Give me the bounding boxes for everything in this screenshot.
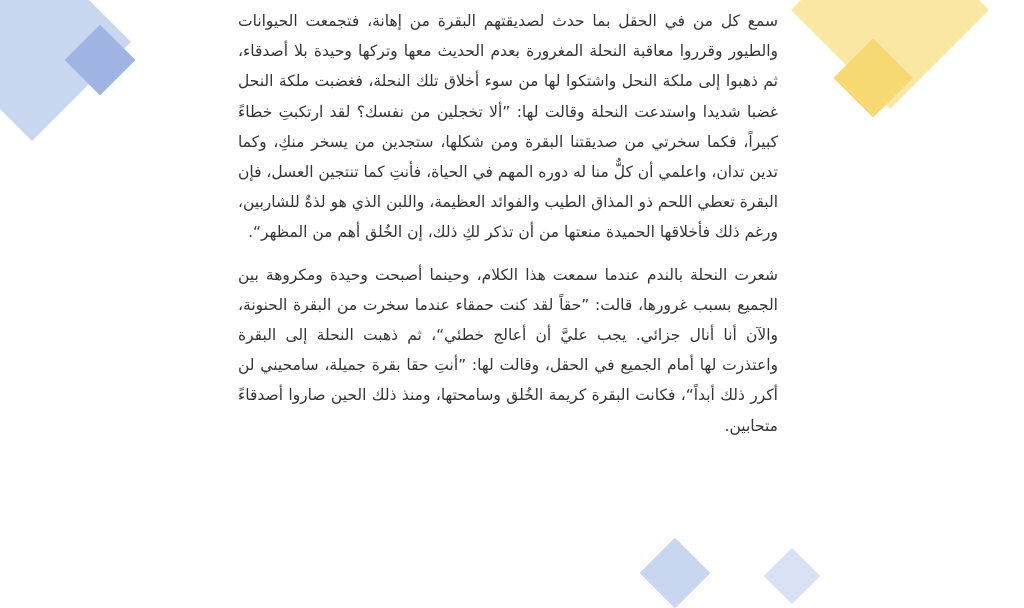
- decorative-blue-diamond-bottom: [640, 538, 711, 608]
- paragraph: شعرت النحلة بالندم عندما سمعت هذا الكلام، وحينما أصبحت وحيدة ومكروهة بين الجميع بسبب غرورها، قالت: ”حقاً لقد كنت حمقاء عندما سخرت من البقرة الحنونة، والآن أنا أنال جزائي. يجب عليَّ أن أعالج خطئي“، ثم ذهبت النحلة إلى البقرة واعتذرت لها أمام الجميع في الحقل، وقالت لها: ”أنتِ حقا بقرة جميلة، سامحيني لن أكرر ذلك أبداً“، فكانت البقرة كريمة الخُلق وسامحتها، ومنذ ذلك الحين صاروا أصدقاءً متحابين.: [238, 265, 778, 435]
- paragraph: سمع كل من في الحقل بما حدث لصديقتهم البقرة من إهانة، فتجمعت الحيوانات والطيور وقرروا معاقبة النحلة المغرورة بعدم الحديث معها وتركها وحيدة بلا أصدقاء، ثم ذهبوا إلى ملكة النحل واشتكوا لها من سوء أخلاق تلك النحلة، فغضبت ملكة النحل غضبا شديدا واستدعت النحلة وقالت لها: ”ألا تخجلين من نفسك؟ لقد ارتكبتِ خطاءً كبيراً، فكما سخرتي من صديقتنا البقرة ومن شكلها، ستجدين من يسخر منكِ، وكما تدين تدان، واعلمي أن كلٌّ منا له دوره المهم في الحياة، فأنتِ كما تنتجين العسل، فإن البقرة تعطي اللحم ذو المذاق الطيب والفوائد العظيمة، واللبن الذي هو لذةٌ للشاربين، ورغم ذلك فأخلاقها الحميدة منعتها من أن تذكر لكِ ذلك، إن الخُلق أهم من المظهر“.: [237, 12, 778, 242]
- story-text: [238, 6, 778, 441]
- decorative-blue-diamond-bottom-right: [764, 548, 821, 605]
